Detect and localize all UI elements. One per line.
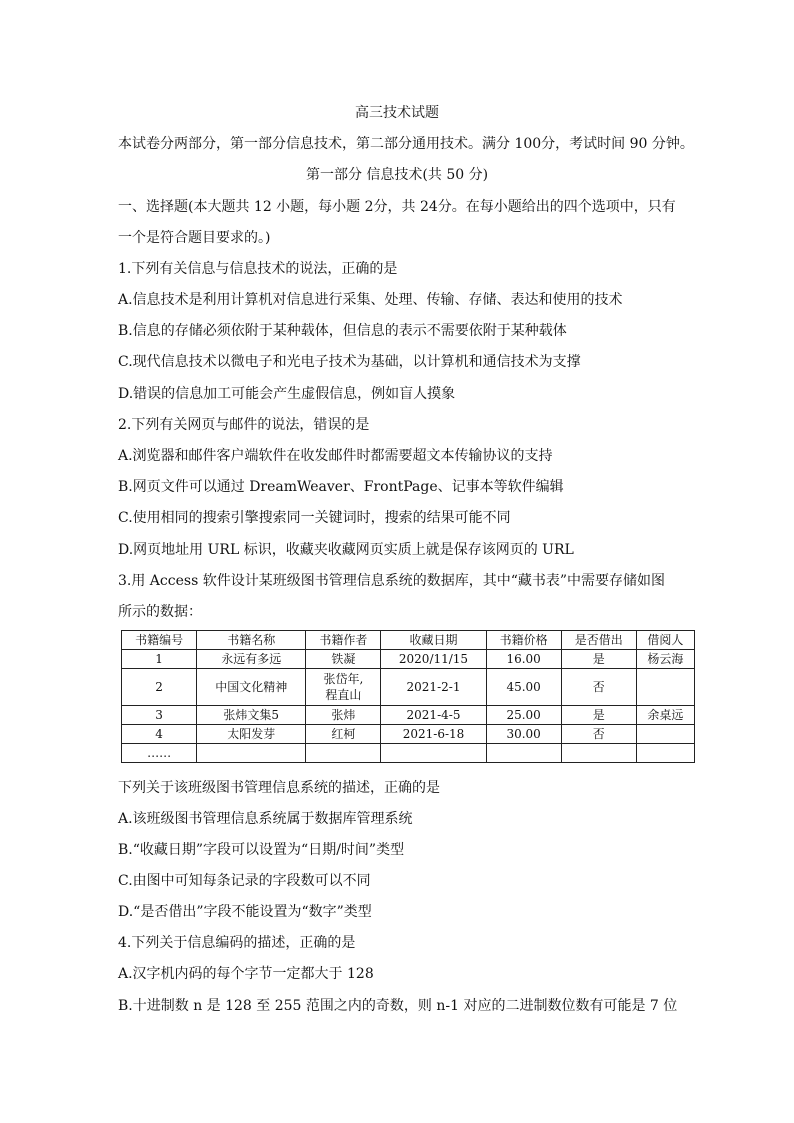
table-cell [636,669,694,706]
table-row [122,650,695,669]
table-cell: 2021-6-18 [381,725,486,744]
table-cell: 永远有多远 [197,650,306,669]
table-cell: 2021-4-5 [381,706,486,725]
table-cell: 2020/11/15 [381,650,486,669]
q1-option-a: A.信息技术是利用计算机对信息进行采集、处理、传输、存储、表达和使用的技术 [118,292,623,308]
q3-stem-line2: 所示的数据： [118,604,202,620]
table-cell: …… [122,744,197,763]
q2-stem: 2.下列有关网页与邮件的说法，错误的是 [118,417,370,433]
q3-option-c: C.由图中可知每条记录的字段数可以不同 [118,873,371,889]
table-cell [306,744,381,763]
table-cell: 2 [122,669,197,706]
table-cell: 1 [122,650,197,669]
q1-stem: 1.下列有关信息与信息技术的说法，正确的是 [118,261,398,277]
table-row [122,706,695,725]
table-cell: 太阳发芽 [197,725,306,744]
table-cell [636,725,694,744]
table-cell [561,744,636,763]
table-cell: 张炜 [306,706,381,725]
col-header-borrower: 借阅人 [636,631,694,650]
table-cell: 否 [561,725,636,744]
table-cell: 否 [561,669,636,706]
q4-option-a: A.汉字机内码的每个字节一定都大于 128 [118,966,374,982]
table-cell: 中国文化精神 [197,669,306,706]
table-cell: 4 [122,725,197,744]
q2-option-d: D.网页地址用 URL 标识，收藏夹收藏网页实质上就是保存该网页的 URL [118,542,574,558]
table-cell: 余桌远 [636,706,694,725]
table-cell [381,744,486,763]
table-cell: 张炜文集5 [197,706,306,725]
section1-instructions-line1: 一、选择题(本大题共 12 小题，每小题 2分，共 24分。在每小题给出的四个选项中，只有 [118,199,676,215]
table-cell: 杨云海 [636,650,694,669]
part1-title: 第一部分 信息技术(共 50 分) [305,167,489,183]
table-cell: 30.00 [486,725,561,744]
table-cell: 铁凝 [306,650,381,669]
q4-stem: 4.下列关于信息编码的描述，正确的是 [118,935,356,951]
col-header-book-name: 书籍名称 [197,631,306,650]
col-header-lent: 是否借出 [561,631,636,650]
table-cell: 是 [561,706,636,725]
col-header-book-price: 书籍价格 [486,631,561,650]
q1-option-d: D.错误的信息加工可能会产生虚假信息，例如盲人摸象 [118,386,456,402]
table-cell: 3 [122,706,197,725]
q1-option-c: C.现代信息技术以微电子和光电子技术为基础，以计算机和通信技术为支撑 [118,354,581,370]
table-cell: 2021-2-1 [381,669,486,706]
table-cell: 16.00 [486,650,561,669]
q4-option-b: B.十进制数 n 是 128 至 255 范围之内的奇数，则 n-1 对应的二进制数位数有可能是 7 位 [118,998,678,1014]
table-cell: 张岱年, 程直山 [306,669,381,706]
table-cell [486,744,561,763]
q3-option-a: A.该班级图书管理信息系统属于数据库管理系统 [118,811,413,827]
col-header-book-id: 书籍编号 [122,631,197,650]
table-cell: 红柯 [306,725,381,744]
q2-option-c: C.使用相同的搜索引擎搜索同一关键词时，搜索的结果可能不同 [118,510,511,526]
q1-option-b: B.信息的存储必须依附于某种载体，但信息的表示不需要依附于某种载体 [118,323,567,339]
q3-stem-line3: 下列关于该班级图书管理信息系统的描述，正确的是 [118,780,440,796]
q3-option-d: D.“是否借出”字段不能设置为“数字”类型 [118,904,372,920]
table-header-row [122,631,695,650]
q2-option-a: A.浏览器和邮件客户端软件在收发邮件时都需要超文本传输协议的支持 [118,448,553,464]
table-cell: 25.00 [486,706,561,725]
col-header-collect-date: 收藏日期 [381,631,486,650]
table-cell: 45.00 [486,669,561,706]
table-row [122,744,695,763]
exam-intro: 本试卷分两部分，第一部分信息技术，第二部分通用技术。满分 100分，考试时间 90 分钟。 [118,136,694,152]
exam-title: 高三技术试题 [355,105,439,121]
q2-option-b: B.网页文件可以通过 DreamWeaver、FrontPage、记事本等软件编辑 [118,479,564,495]
q3-stem-line1: 3.用 Access 软件设计某班级图书管理信息系统的数据库，其中“藏书表”中需要存储如图 [118,573,666,589]
col-header-book-author: 书籍作者 [306,631,381,650]
table-row [122,725,695,744]
section1-instructions-line2: 一个是符合题目要求的。) [118,230,271,246]
table-cell [636,744,694,763]
q3-option-b: B.“收藏日期”字段可以设置为“日期/时间”类型 [118,842,405,858]
table-cell [197,744,306,763]
table-cell: 是 [561,650,636,669]
book-table [121,630,695,763]
table-row [122,669,695,706]
